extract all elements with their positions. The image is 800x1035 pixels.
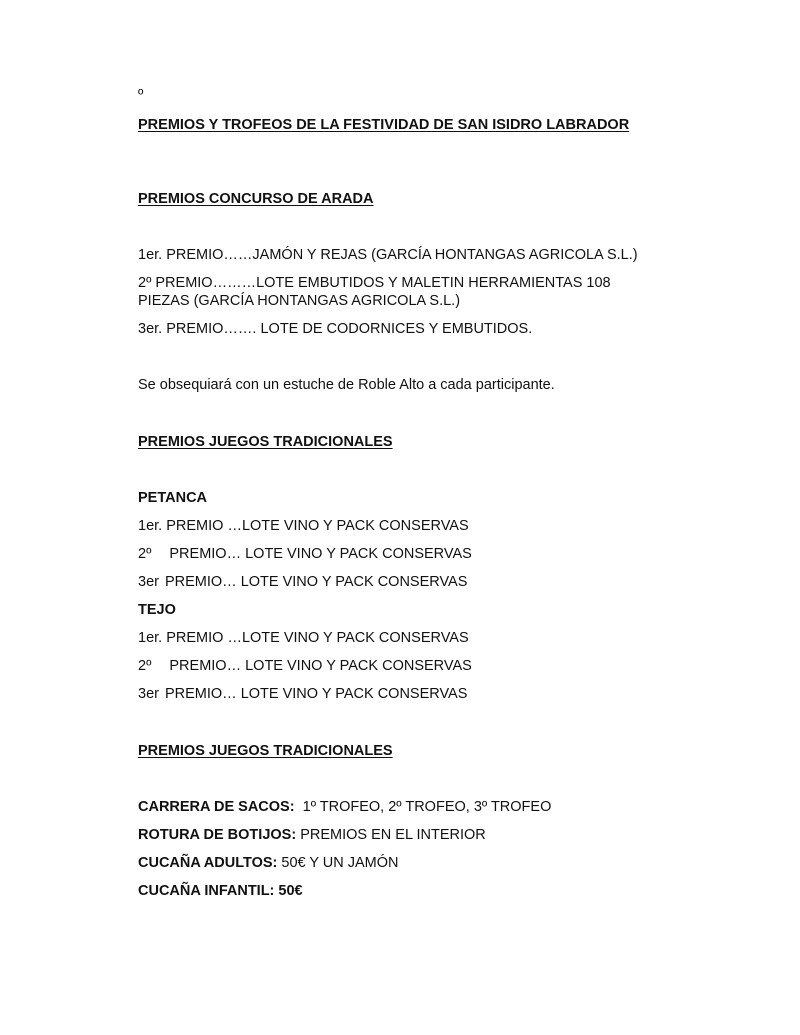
- arada-prize-1: 1er. PREMIO……JAMÓN Y REJAS (GARCÍA HONTANGAS AGRICOLA S.L.): [138, 247, 638, 263]
- cucana-adultos-value: 50€ Y UN JAMÓN: [281, 855, 399, 871]
- top-mark: º: [138, 87, 144, 103]
- cucana-adultos-label: CUCAÑA ADULTOS:: [138, 855, 278, 871]
- tejo-prize-1: 1er. PREMIO …LOTE VINO Y PACK CONSERVAS: [138, 630, 469, 646]
- arada-heading: PREMIOS CONCURSO DE ARADA: [138, 191, 374, 207]
- petanca-prize-2-ordinal: 2º: [138, 546, 152, 562]
- petanca-prize-1: 1er. PREMIO …LOTE VINO Y PACK CONSERVAS: [138, 518, 469, 534]
- juegos-heading-1: PREMIOS JUEGOS TRADICIONALES: [138, 434, 393, 450]
- arada-prize-2-line-1: 2º PREMIO………LOTE EMBUTIDOS Y MALETIN HERRAMIENTAS 108: [138, 275, 611, 291]
- rotura-botijos-label: ROTURA DE BOTIJOS:: [138, 827, 297, 843]
- main-title: PREMIOS Y TROFEOS DE LA FESTIVIDAD DE SAN ISIDRO LABRADOR: [138, 117, 630, 133]
- tejo-title: TEJO: [138, 602, 176, 618]
- petanca-prize-3-ordinal: 3er: [138, 574, 159, 590]
- tejo-prize-2: [138, 657, 472, 675]
- petanca-prize-3-text: PREMIO… LOTE VINO Y PACK CONSERVAS: [164, 574, 468, 590]
- petanca-prize-3: [138, 573, 467, 591]
- carrera-sacos-value: 1º TROFEO, 2º TROFEO, 3º TROFEO: [302, 799, 552, 815]
- rotura-botijos-value: PREMIOS EN EL INTERIOR: [300, 827, 486, 843]
- cucana-adultos-row: [138, 854, 399, 872]
- arada-prize-2-line-2: PIEZAS (GARCÍA HONTANGAS AGRICOLA S.L.): [138, 293, 461, 309]
- carrera-sacos-row: [138, 798, 551, 816]
- petanca-title: PETANCA: [138, 490, 208, 506]
- tejo-prize-2-ordinal: 2º: [138, 658, 152, 674]
- carrera-sacos-label: CARRERA DE SACOS:: [138, 799, 295, 815]
- petanca-prize-2: [138, 545, 472, 563]
- arada-prize-3: 3er. PREMIO……. LOTE DE CODORNICES Y EMBUTIDOS.: [138, 321, 533, 337]
- cucana-infantil-row: CUCAÑA INFANTIL: 50€: [138, 883, 303, 899]
- petanca-prize-2-text: PREMIO… LOTE VINO Y PACK CONSERVAS: [169, 546, 472, 562]
- juegos-heading-2: PREMIOS JUEGOS TRADICIONALES: [138, 743, 393, 759]
- tejo-prize-3: [138, 685, 467, 703]
- tejo-prize-3-ordinal: 3er: [138, 686, 159, 702]
- arada-note: Se obsequiará con un estuche de Roble Alto a cada participante.: [138, 377, 555, 393]
- rotura-botijos-row: [138, 826, 486, 844]
- tejo-prize-2-text: PREMIO… LOTE VINO Y PACK CONSERVAS: [169, 658, 472, 674]
- tejo-prize-3-text: PREMIO… LOTE VINO Y PACK CONSERVAS: [164, 686, 468, 702]
